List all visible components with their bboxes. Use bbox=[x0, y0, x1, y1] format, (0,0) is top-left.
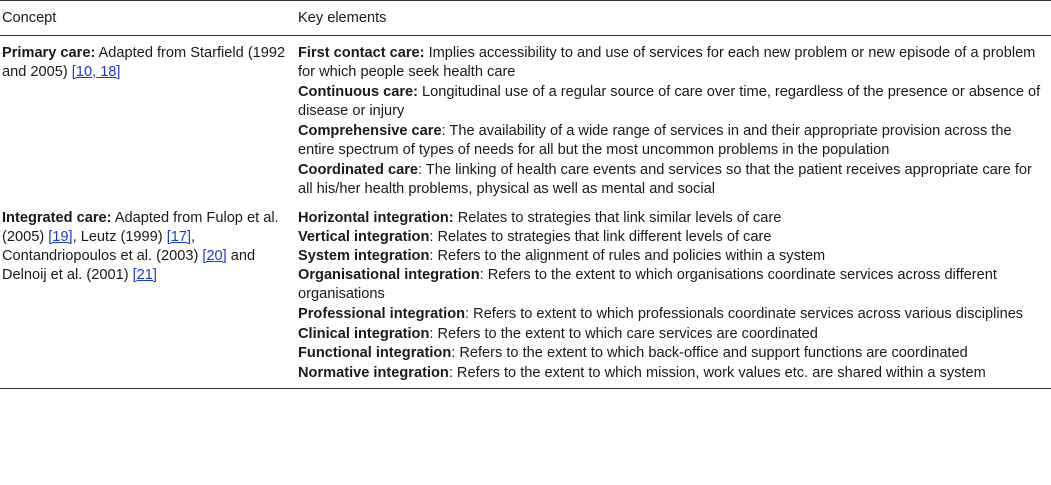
concept-cell bbox=[0, 44, 298, 200]
concept-text: Adapted from Fulop et al. (2005) bbox=[2, 210, 279, 245]
element-text: Longitudinal use of a regular source of care over time, regardless of the presence or absence of disease or injury bbox=[298, 84, 1041, 119]
table-row-primary-care bbox=[0, 36, 1051, 209]
header-concept: Concept bbox=[2, 10, 57, 26]
element-text: : The availability of a wide range of services in and their appropriate provision across the entire spectrum of types of needs for all but the most uncommon problems in the population bbox=[298, 123, 1012, 158]
concept-term: Primary care: bbox=[2, 45, 96, 61]
header-key-elements: Key elements bbox=[298, 10, 387, 26]
element-term: Horizontal integration: bbox=[298, 210, 454, 226]
element-text: : Relates to strategies that link different levels of care bbox=[429, 229, 772, 245]
reference-link[interactable]: [17] bbox=[166, 229, 192, 245]
list-item bbox=[298, 266, 1043, 304]
element-term: Functional integration bbox=[298, 345, 452, 361]
element-text: : Refers to the extent to which organisations coordinate services across different organisations bbox=[298, 267, 997, 302]
list-item bbox=[298, 44, 1043, 82]
list-item bbox=[298, 122, 1043, 160]
key-elements-cell bbox=[298, 44, 1043, 200]
list-item bbox=[298, 325, 1043, 344]
list-item bbox=[298, 364, 1043, 383]
table-header-row bbox=[0, 1, 1051, 35]
element-term: Clinical integration bbox=[298, 326, 430, 342]
element-text: Relates to strategies that link similar levels of care bbox=[453, 210, 782, 226]
reference-link[interactable]: [10, 18] bbox=[71, 64, 121, 80]
element-term: Coordinated care bbox=[298, 162, 419, 178]
element-text: : Refers to the extent to which mission, work values etc. are shared within a system bbox=[448, 365, 986, 381]
concept-text: Adapted from Starfield (1992 and 2005) bbox=[2, 45, 286, 80]
list-item bbox=[298, 209, 1043, 228]
reference-link[interactable]: [21] bbox=[132, 267, 157, 283]
element-term: Normative integration bbox=[298, 365, 449, 381]
list-item bbox=[298, 305, 1043, 324]
element-text: : Refers to extent to which professionals coordinate services across various disciplines bbox=[465, 306, 1024, 322]
list-item bbox=[298, 83, 1043, 121]
element-text: Implies accessibility to and use of services for each new problem or new episode of a problem for which people seek health care bbox=[298, 45, 1036, 80]
concept-text: , Leutz (1999) bbox=[72, 229, 167, 245]
reference-link[interactable]: [19] bbox=[48, 229, 73, 245]
element-text: : The linking of health care events and services so that the patient receives appropriate care for all his/her health problems, physical as well as mental and social bbox=[298, 162, 1032, 197]
key-elements-cell bbox=[298, 209, 1043, 383]
list-item bbox=[298, 228, 1043, 247]
element-term: Professional integration bbox=[298, 306, 466, 322]
element-term: System integration bbox=[298, 248, 430, 264]
element-term: First contact care: bbox=[298, 45, 425, 61]
bottom-rule bbox=[0, 388, 1051, 389]
element-term: Comprehensive care bbox=[298, 123, 442, 139]
list-item bbox=[298, 247, 1043, 266]
element-term: Vertical integration bbox=[298, 229, 430, 245]
element-term: Continuous care: bbox=[298, 84, 418, 100]
list-item bbox=[298, 344, 1043, 363]
concept-text: and Delnoij et al. (2001) bbox=[2, 248, 256, 283]
list-item bbox=[298, 161, 1043, 199]
element-text: : Refers to the alignment of rules and policies within a system bbox=[429, 248, 826, 264]
element-term: Organisational integration bbox=[298, 267, 480, 283]
table-row-integrated-care bbox=[0, 209, 1051, 388]
element-text: : Refers to the extent to which back-office and support functions are coordinated bbox=[451, 345, 968, 361]
concept-cell bbox=[0, 209, 298, 383]
element-text: : Refers to the extent to which care services are coordinated bbox=[429, 326, 818, 342]
concept-text: , Contandriopoulos et al. (2003) bbox=[2, 229, 203, 264]
reference-link[interactable]: [20] bbox=[202, 248, 227, 264]
concept-term: Integrated care: bbox=[2, 210, 112, 226]
